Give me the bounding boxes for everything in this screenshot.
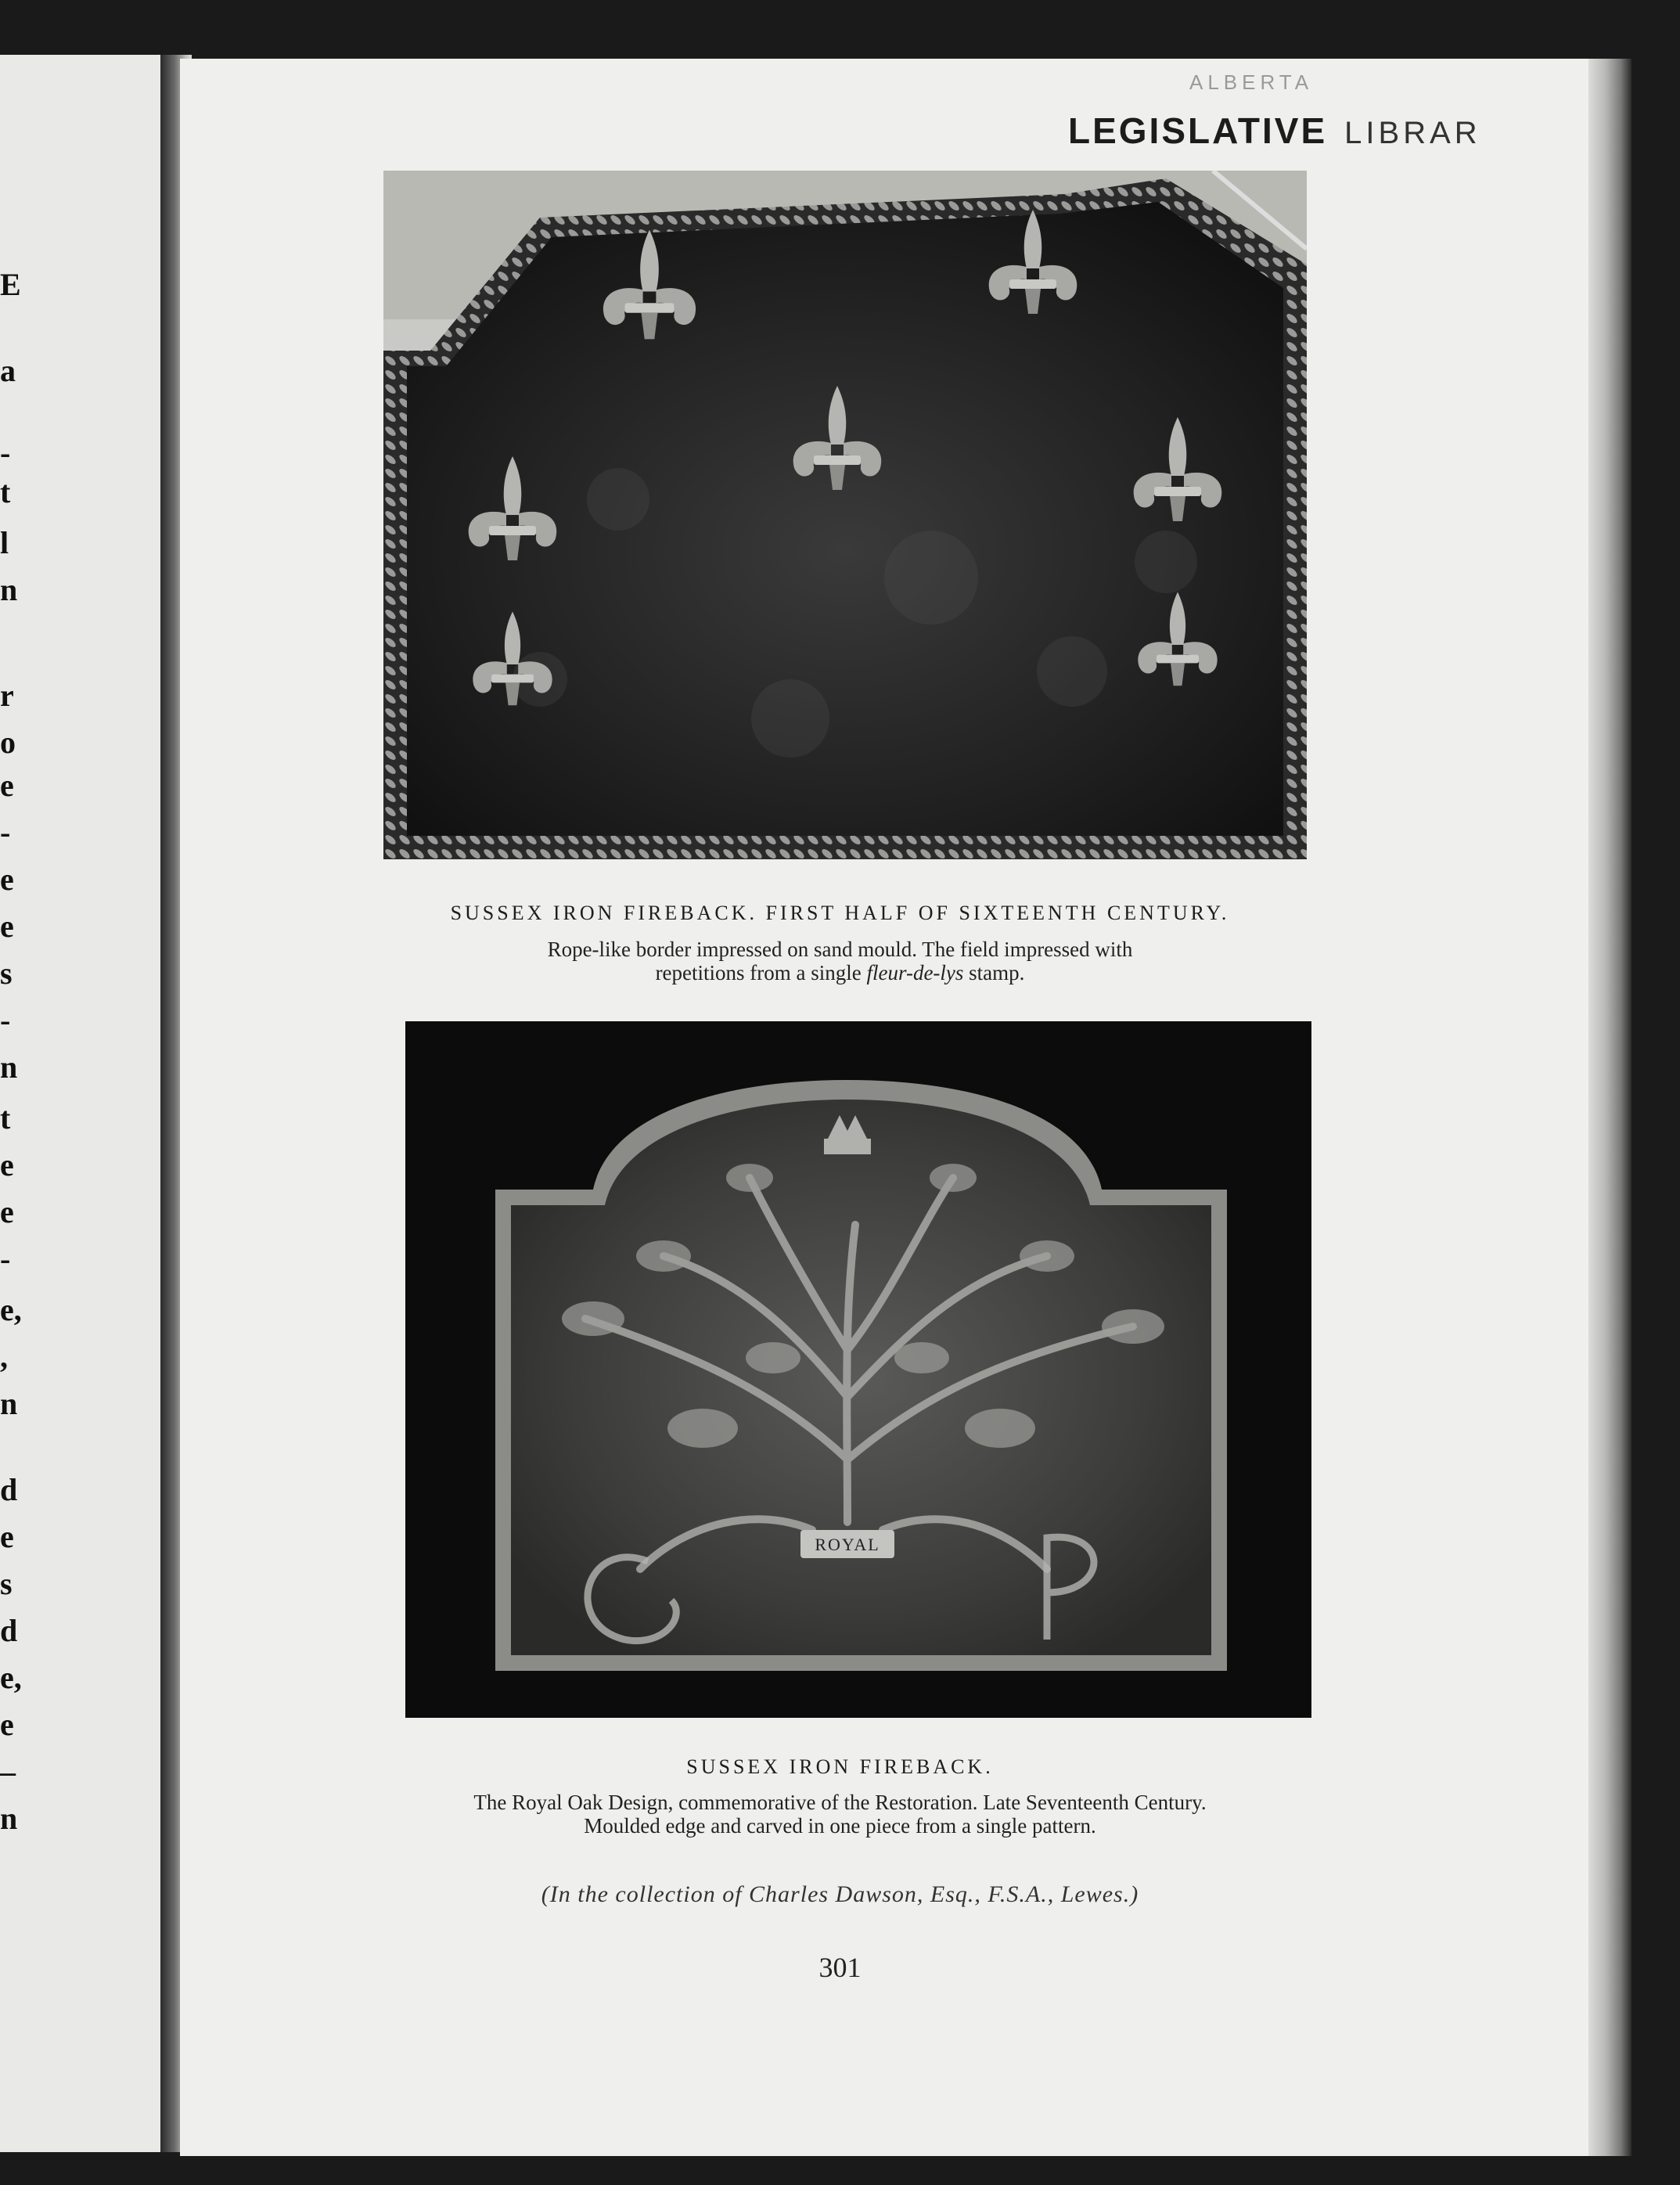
- left-page-letter: n: [0, 1386, 18, 1421]
- figure1-title: SUSSEX IRON FIREBACK. FIRST HALF OF SIXTEENTH CENTURY.: [450, 902, 1230, 924]
- figure1-desc-pre: repetitions from a single: [655, 961, 867, 985]
- left-page-letter: e: [0, 768, 14, 803]
- figure2-description-line2: Moulded edge and carved in one piece from a single pattern.: [584, 1814, 1096, 1838]
- figure1-desc-em: fleur-de-lys: [866, 961, 964, 985]
- left-page-letter: s: [0, 956, 13, 991]
- left-page-letter: d: [0, 1613, 18, 1648]
- left-page-letter: e: [0, 909, 14, 944]
- left-page-letter: -: [0, 1003, 11, 1038]
- figure1-description-line2: [0, 961, 1680, 985]
- left-page-letter: e: [0, 1707, 14, 1742]
- left-page-letter: –: [0, 1754, 16, 1789]
- stamp-legislative: LEGISLATIVE: [1068, 110, 1328, 151]
- left-page-letter: e: [0, 1194, 14, 1229]
- page-edge: [1588, 59, 1631, 2156]
- fireback-photo-royal-oak: [405, 1021, 1311, 1718]
- stamp-library: LIBRAR: [1344, 116, 1481, 150]
- left-page-letter: e: [0, 1519, 14, 1554]
- left-facing-page: [0, 55, 160, 2152]
- left-page-letter: e,: [0, 1660, 22, 1695]
- figure2-title: SUSSEX IRON FIREBACK.: [686, 1755, 994, 1778]
- figure1-description-line1: Rope-like border impressed on sand mould. The field impressed with: [547, 938, 1133, 961]
- left-page-letter: l: [0, 525, 9, 560]
- figure2-description-line1: The Royal Oak Design, commemorative of the Restoration. Late Seventeenth Century.: [473, 1791, 1207, 1814]
- library-stamp: [1068, 110, 1481, 152]
- figure1-desc-post: stamp.: [963, 961, 1025, 985]
- left-page-letter: E: [0, 267, 21, 302]
- left-page-letter: e: [0, 1147, 14, 1182]
- fireback-illustration-1: [383, 171, 1307, 859]
- stamp-faint-text: ALBERTA: [1189, 70, 1314, 94]
- left-page-letter: r: [0, 678, 14, 713]
- left-page-letter: s: [0, 1566, 13, 1601]
- left-page-letter: d: [0, 1472, 18, 1507]
- left-page-letter: -: [0, 1241, 11, 1276]
- left-page-letter: ,: [0, 1339, 8, 1374]
- left-page-letter: e,: [0, 1292, 22, 1327]
- left-page-letter: t: [0, 474, 11, 509]
- fireback-illustration-2: [405, 1021, 1311, 1718]
- left-page-letter: o: [0, 725, 16, 760]
- left-page-letter: -: [0, 815, 11, 850]
- royal-banner-text: ROYAL: [815, 1535, 880, 1554]
- left-page-letter: e: [0, 862, 14, 897]
- collection-credit: (In the collection of Charles Dawson, Esq., F.S.A., Lewes.): [541, 1881, 1139, 1907]
- left-page-letter: t: [0, 1100, 11, 1136]
- left-page-letter: n: [0, 1049, 18, 1085]
- left-page-letter: n: [0, 1801, 18, 1836]
- left-page-letter: a: [0, 353, 16, 388]
- page-number: 301: [818, 1952, 862, 1983]
- fireback-photo-fleur-de-lys: [383, 171, 1307, 859]
- left-page-letter: -: [0, 435, 11, 470]
- left-page-letter: n: [0, 572, 18, 607]
